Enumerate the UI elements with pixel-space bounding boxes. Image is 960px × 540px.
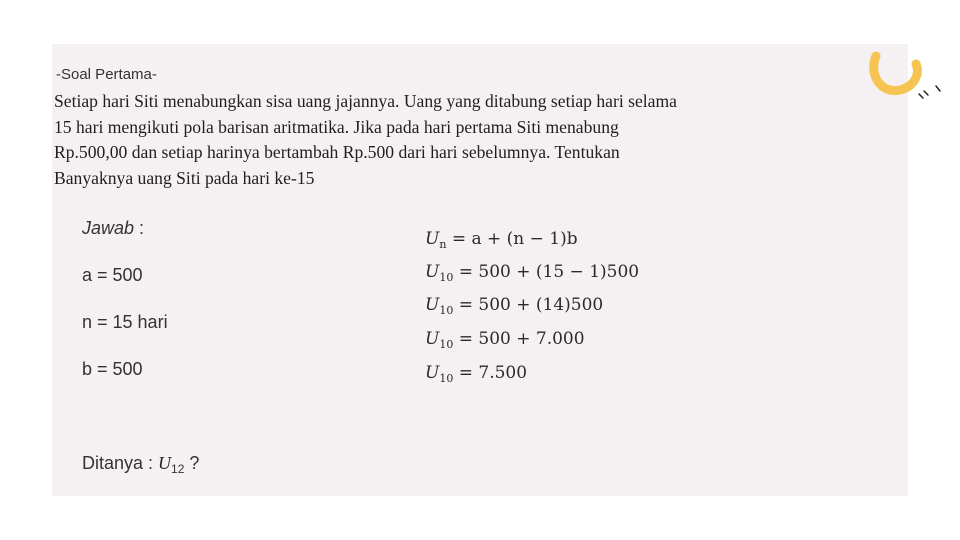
ditanya-var: U bbox=[158, 453, 172, 473]
eq-sub: 10 bbox=[439, 338, 454, 351]
ditanya-label: Ditanya : bbox=[82, 453, 159, 473]
equation-line bbox=[425, 262, 639, 284]
jawab-colon: : bbox=[134, 218, 145, 238]
eq-sub: 10 bbox=[439, 372, 454, 385]
equation-line bbox=[425, 229, 578, 251]
eq-rhs: = 500 + (15 − 1)500 bbox=[453, 262, 640, 282]
problem-text bbox=[54, 89, 814, 191]
ditanya bbox=[82, 453, 199, 476]
problem-line: Setiap hari Siti menabungkan sisa uang jajannya. Uang yang ditabung setiap hari selama bbox=[54, 91, 677, 111]
problem-line: 15 hari mengikuti pola barisan aritmatika. Jika pada hari pertama Siti menabung bbox=[54, 116, 619, 137]
problem-line: Rp.500,00 dan setiap harinya bertambah Rp.500 dari hari sebelumnya. Tentukan bbox=[54, 142, 620, 162]
eq-var: U bbox=[425, 262, 440, 282]
eq-sub: n bbox=[439, 238, 447, 251]
equation-line bbox=[425, 363, 527, 385]
equation-line bbox=[425, 329, 585, 351]
slide-panel bbox=[52, 44, 908, 496]
jawab-label: Jawab bbox=[82, 218, 135, 238]
ditanya-sub: 12 bbox=[171, 462, 185, 476]
eq-var: U bbox=[425, 295, 440, 315]
problem-line: Banyaknya uang Siti pada hari ke-15 bbox=[54, 167, 315, 188]
eq-rhs: = 7.500 bbox=[453, 363, 528, 383]
equation-line bbox=[425, 295, 603, 317]
eq-rhs: = a + (n − 1)b bbox=[446, 229, 578, 249]
eq-sub: 10 bbox=[439, 304, 454, 317]
subtitle: -Soal Pertama- bbox=[56, 66, 157, 83]
decorative-doodle-icon bbox=[864, 46, 954, 106]
eq-var: U bbox=[425, 363, 440, 383]
eq-var: U bbox=[425, 229, 440, 249]
eq-rhs: = 500 + 7.000 bbox=[453, 329, 585, 349]
known-n: n = 15 hari bbox=[82, 312, 168, 332]
ditanya-end: ? bbox=[184, 453, 200, 473]
known-b: b = 500 bbox=[82, 359, 143, 379]
known-a: a = 500 bbox=[82, 265, 143, 285]
eq-rhs: = 500 + (14)500 bbox=[453, 295, 604, 315]
jawab-heading bbox=[82, 218, 144, 239]
eq-sub: 10 bbox=[439, 271, 454, 284]
eq-var: U bbox=[425, 329, 440, 349]
